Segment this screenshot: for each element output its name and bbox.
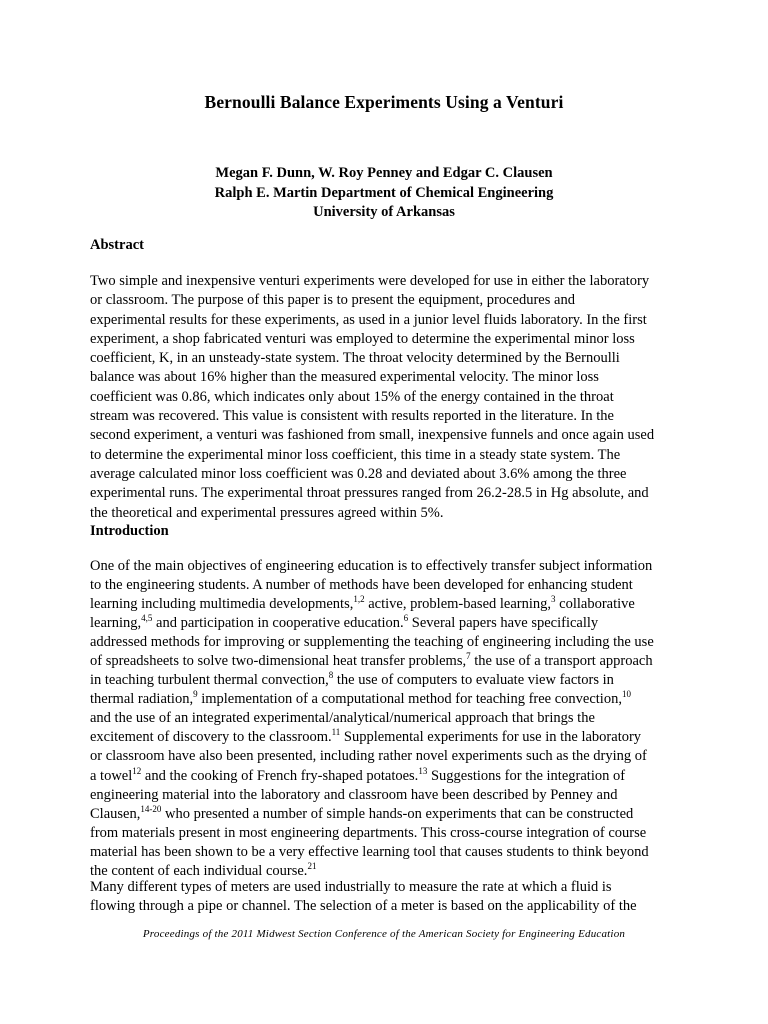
paper-title: Bernoulli Balance Experiments Using a Venturi [204, 92, 564, 112]
text-segment: excitement of discovery to the classroom. [90, 729, 332, 746]
citation-superscript: 4,5 [141, 613, 153, 624]
citation-superscript: 11 [331, 727, 341, 738]
introduction-heading: Introduction [90, 523, 169, 539]
text-segment: the use of computers to evaluate view factors in [333, 672, 614, 689]
text-line: Two simple and inexpensive venturi experiments were developed for use in either the laboratory [90, 273, 650, 289]
author-names: Megan F. Dunn, W. Roy Penney and Edgar C. Clausen [215, 165, 553, 181]
text-line [90, 843, 690, 862]
text-line: experimental results for these experiments, as used in a junior level fluids laboratory. In the first [90, 311, 647, 328]
text-segment: and the use of an integrated experimental/analytical/numerical approach that brings the [90, 710, 595, 727]
text-line [90, 747, 690, 766]
text-line [90, 709, 690, 728]
citation-superscript: 12 [132, 765, 142, 776]
citation-superscript: 14-20 [140, 803, 162, 814]
text-segment: collaborative [555, 596, 635, 613]
text-segment: a towel [90, 767, 133, 784]
abstract-heading: Abstract [90, 237, 144, 253]
text-line: experimental runs. The experimental throat pressures ranged from 26.2-28.5 in Hg absolute, and [90, 485, 649, 502]
text-line: second experiment, a venturi was fashioned from small, inexpensive funnels and once again used [90, 427, 655, 444]
text-segment: Several papers have specifically [408, 615, 599, 632]
text-line: or classroom. The purpose of this paper is to present the equipment, procedures and [90, 292, 575, 309]
text-segment: the use of a transport approach [470, 653, 653, 670]
text-segment: thermal radiation, [90, 691, 194, 708]
text-segment: in teaching turbulent thermal convection, [90, 672, 329, 689]
text-segment: Clausen, [90, 805, 141, 822]
text-line: flowing through a pipe or channel. The selection of a meter is based on the applicability of the [90, 898, 637, 915]
text-segment: from materials present in most engineering departments. This cross-course integration of course [90, 824, 647, 841]
text-line [90, 652, 690, 671]
text-line: experiment, a shop fabricated venturi was employed to determine the experimental minor loss [90, 330, 635, 347]
paragraph-body [90, 878, 690, 917]
abstract-body [90, 272, 690, 523]
text-line [90, 805, 690, 824]
text-segment: addressed methods for improving or supplementing the teaching of engineering including the use [90, 634, 654, 651]
text-segment: of spreadsheets to solve two-dimensional heat transfer problems, [90, 653, 467, 670]
text-line [90, 767, 690, 786]
text-line [90, 728, 690, 747]
text-line: average calculated minor loss coefficient was 0.28 and deviated about 3.6% among the three [90, 465, 627, 482]
text-segment: learning including multimedia developments, [90, 596, 354, 613]
text-line [90, 671, 690, 690]
text-segment: implementation of a computational method for teaching free convection, [197, 691, 622, 708]
text-line: to determine the experimental minor loss coefficient, this time in a steady state system. The [90, 446, 621, 463]
text-line [90, 557, 690, 576]
text-segment: material has been shown to be a very effective learning tool that causes students to think beyond [90, 843, 649, 860]
author-university: University of Arkansas [313, 204, 455, 220]
citation-superscript: 8 [328, 670, 334, 681]
page-footer: Proceedings of the 2011 Midwest Section Conference of the American Society for Engineering Education [142, 928, 626, 940]
text-line [90, 824, 690, 843]
text-segment: engineering material into the laboratory and classroom have been described by Penney and [90, 786, 618, 803]
text-line [90, 786, 690, 805]
citation-superscript: 10 [621, 689, 631, 700]
text-line: coefficient was 0.86, which indicates only about 15% of the energy contained in the throat [90, 388, 614, 405]
text-segment: and the cooking of French fry-shaped potatoes. [141, 767, 419, 784]
citation-superscript: 9 [193, 689, 198, 700]
text-segment: active, problem-based learning, [364, 596, 552, 613]
introduction-body [90, 557, 690, 881]
citation-superscript: 1,2 [353, 594, 365, 605]
citation-superscript: 7 [466, 651, 471, 662]
text-segment: Suggestions for the integration of [427, 767, 626, 784]
text-segment: the content of each individual course. [90, 862, 308, 879]
author-block [0, 164, 768, 223]
citation-superscript: 21 [307, 860, 317, 871]
text-segment: who presented a number of simple hands-on experiments that can be constructed [161, 805, 634, 822]
citation-superscript: 6 [403, 613, 409, 624]
text-line [90, 595, 690, 614]
text-line: coefficient, K, in an unsteady-state system. The throat velocity determined by the Bernoulli [90, 350, 620, 367]
text-segment: Supplemental experiments for use in the laboratory [340, 729, 642, 746]
text-line [90, 690, 690, 709]
text-line: balance was about 16% higher than the measured experimental velocity. The minor loss [90, 369, 599, 386]
author-department: Ralph E. Martin Department of Chemical Engineering [214, 184, 554, 201]
text-line [90, 576, 690, 595]
text-segment: One of the main objectives of engineering education is to effectively transfer subject information [90, 558, 653, 574]
text-line: the theoretical and experimental pressures agreed within 5%. [90, 504, 444, 521]
text-segment: and participation in cooperative education. [152, 615, 404, 632]
text-segment: to the engineering students. A number of methods have been developed for enhancing student [90, 577, 633, 594]
text-line [90, 633, 690, 652]
text-segment: learning, [90, 615, 142, 632]
citation-superscript: 3 [551, 594, 556, 605]
citation-superscript: 13 [418, 765, 428, 776]
text-line: stream was recovered. This value is consistent with results reported in the literature. In the [90, 408, 614, 425]
text-segment: or classroom have also been presented, including rather novel experiments such as the drying of [90, 748, 647, 765]
text-line: Many different types of meters are used industrially to measure the rate at which a fluid is [90, 879, 612, 895]
text-line [90, 614, 690, 633]
